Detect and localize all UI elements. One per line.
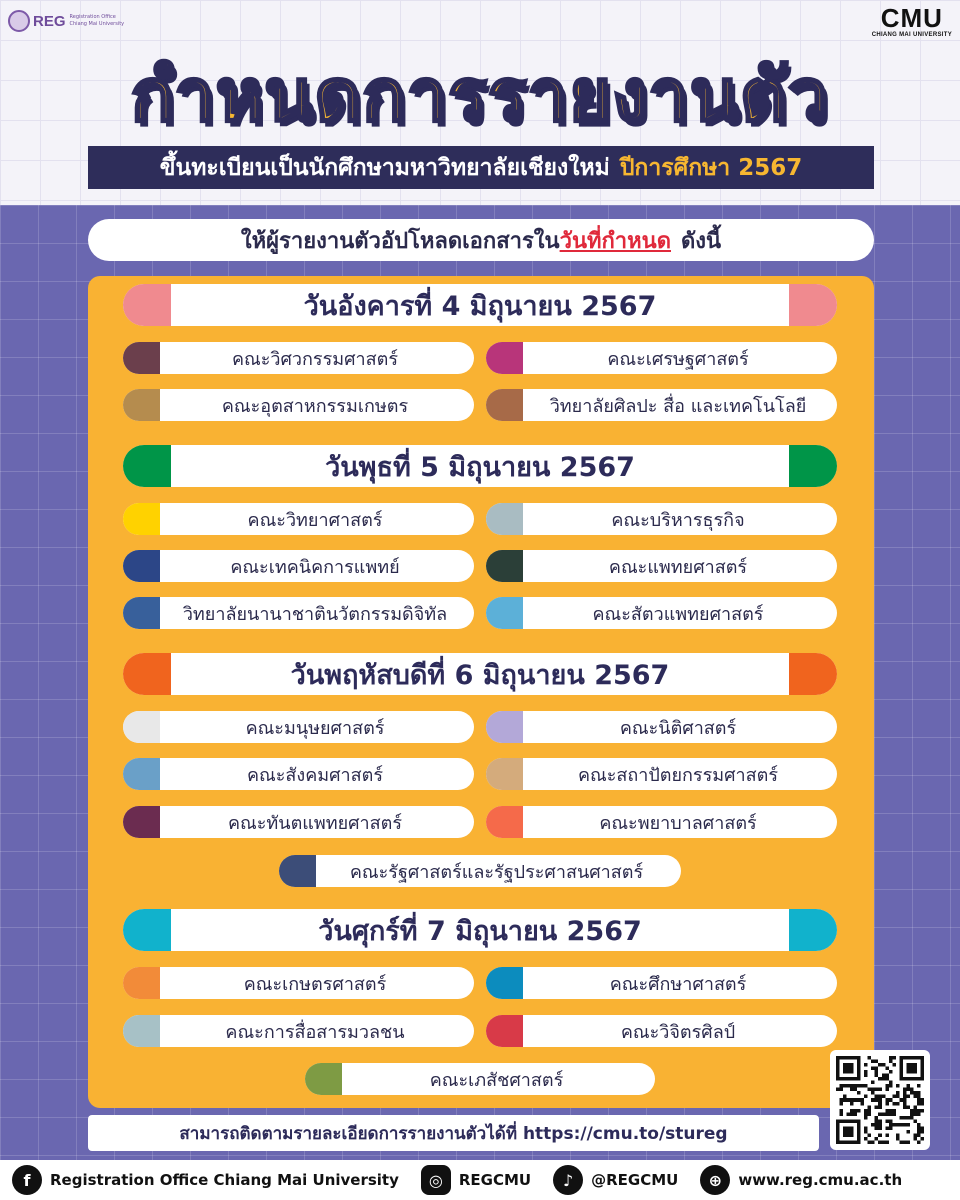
faculty-item — [486, 550, 837, 582]
faculty-item — [486, 711, 837, 743]
page-title: กำหนดการรายงานตัว — [130, 53, 830, 137]
day-header-label: วันพุธที่ 5 มิถุนายน 2567 — [325, 451, 635, 483]
faculty-item — [486, 342, 837, 374]
instruction-highlight: วันที่กำหนด — [559, 228, 671, 254]
faculty-name: คณะสังคมศาสตร์ — [247, 764, 383, 786]
faculty-color-swatch — [486, 550, 523, 582]
faculty-color-swatch — [305, 1063, 342, 1095]
footer — [0, 1160, 960, 1200]
faculty-item — [123, 550, 474, 582]
faculty-item — [123, 597, 474, 629]
faculty-name: คณะวิทยาศาสตร์ — [247, 509, 383, 531]
tiktok-label: @REGCMU — [591, 1171, 679, 1189]
day-header — [123, 445, 837, 487]
subtitle-main: ขึ้นทะเบียนเป็นนักศึกษามหาวิทยาลัยเชียงใหม่ — [159, 154, 610, 181]
faculty-color-swatch — [486, 503, 523, 535]
day-header-cap-right — [789, 445, 837, 487]
faculty-name: คณะสถาปัตยกรรมศาสตร์ — [577, 764, 779, 786]
faculty-item — [123, 967, 474, 999]
faculty-color-swatch — [123, 503, 160, 535]
footer-instagram[interactable] — [421, 1165, 531, 1195]
faculty-item — [486, 1015, 837, 1047]
faculty-color-swatch — [123, 1015, 160, 1047]
faculty-name: คณะสัตวแพทยศาสตร์ — [592, 603, 764, 625]
faculty-item — [123, 503, 474, 535]
day-header-cap-left — [123, 653, 171, 695]
instruction-prefix: ให้ผู้รายงานตัวอัปโหลดเอกสารใน — [240, 228, 560, 254]
details-link[interactable]: สามารถติดตามรายละเอียดการรายงานตัวได้ที่ https://cmu.to/stureg — [88, 1115, 819, 1151]
faculty-color-swatch — [123, 758, 160, 790]
faculty-item — [279, 855, 681, 887]
faculty-name: คณะเกษตรศาสตร์ — [243, 973, 387, 995]
faculty-item — [486, 806, 837, 838]
globe-icon: ⊕ — [700, 1165, 730, 1195]
faculty-item — [305, 1063, 655, 1095]
faculty-name: คณะแพทยศาสตร์ — [608, 556, 748, 578]
cmu-logo — [872, 4, 952, 38]
website-label: www.reg.cmu.ac.th — [738, 1171, 903, 1189]
faculty-color-swatch — [486, 711, 523, 743]
faculty-name: คณะการสื่อสารมวลชน — [225, 1021, 405, 1043]
faculty-name: คณะเภสัชศาสตร์ — [429, 1069, 564, 1091]
faculty-item — [123, 342, 474, 374]
faculty-color-swatch — [123, 597, 160, 629]
day-header-cap-left — [123, 284, 171, 326]
day-header — [123, 284, 837, 326]
qr-code-icon — [836, 1056, 924, 1144]
day-header-cap-right — [789, 284, 837, 326]
faculty-name: วิทยาลัยศิลปะ สื่อ และเทคโนโลยี — [549, 395, 807, 417]
day-header-cap-right — [789, 653, 837, 695]
footer-tiktok[interactable] — [553, 1165, 678, 1195]
faculty-color-swatch — [486, 806, 523, 838]
faculty-name: วิทยาลัยนานาชาตินวัตกรรมดิจิทัล — [182, 603, 448, 625]
faculty-name: คณะรัฐศาสตร์และรัฐประศาสนศาสตร์ — [349, 861, 644, 883]
faculty-color-swatch — [279, 855, 316, 887]
university-seal-icon — [8, 10, 30, 32]
faculty-item — [486, 597, 837, 629]
faculty-name: คณะอุตสาหกรรมเกษตร — [221, 395, 409, 417]
day-header-cap-right — [789, 909, 837, 951]
day-header-cap-left — [123, 445, 171, 487]
footer-facebook[interactable] — [12, 1165, 399, 1195]
faculty-name: คณะเทคนิคการแพทย์ — [230, 556, 400, 578]
faculty-name: คณะนิติศาสตร์ — [619, 717, 737, 739]
day-header-cap-left — [123, 909, 171, 951]
faculty-color-swatch — [486, 342, 523, 374]
faculty-item — [486, 758, 837, 790]
facebook-label: Registration Office Chiang Mai University — [50, 1171, 399, 1189]
faculty-color-swatch — [486, 758, 523, 790]
faculty-color-swatch — [123, 967, 160, 999]
faculty-name: คณะวิศวกรรมศาสตร์ — [231, 348, 399, 370]
day-header-label: วันศุกร์ที่ 7 มิถุนายน 2567 — [318, 915, 642, 947]
faculty-color-swatch — [486, 597, 523, 629]
page-subtitle — [88, 146, 874, 189]
footer-website[interactable] — [700, 1165, 902, 1195]
day-header-label: วันอังคารที่ 4 มิถุนายน 2567 — [303, 290, 657, 322]
reg-logo-sub-line1: Registration Office — [69, 14, 116, 20]
faculty-name: คณะมนุษยศาสตร์ — [245, 717, 385, 739]
faculty-name: คณะบริหารธุรกิจ — [611, 509, 745, 531]
faculty-item — [123, 1015, 474, 1047]
cmu-logo-subtitle: CHIANG MAI UNIVERSITY — [871, 32, 952, 38]
faculty-item — [486, 967, 837, 999]
faculty-item — [486, 389, 837, 421]
day-header — [123, 909, 837, 951]
faculty-name: คณะพยาบาลศาสตร์ — [599, 812, 757, 834]
faculty-name: คณะศึกษาศาสตร์ — [609, 973, 747, 995]
instruction-suffix: ดังนี้ — [681, 228, 722, 254]
facebook-icon: f — [12, 1165, 42, 1195]
faculty-color-swatch — [486, 1015, 523, 1047]
reg-logo-name: REG — [33, 12, 66, 30]
faculty-color-swatch — [123, 711, 160, 743]
faculty-color-swatch — [486, 967, 523, 999]
faculty-item — [123, 711, 474, 743]
faculty-item — [123, 389, 474, 421]
cmu-logo-text: CMU — [880, 3, 943, 33]
instagram-icon: ◎ — [421, 1165, 451, 1195]
day-header — [123, 653, 837, 695]
instagram-label: REGCMU — [458, 1171, 532, 1189]
faculty-color-swatch — [123, 342, 160, 374]
faculty-name: คณะทันตแพทยศาสตร์ — [227, 812, 403, 834]
qr-code[interactable] — [830, 1050, 930, 1150]
day-header-label: วันพฤหัสบดีที่ 6 มิถุนายน 2567 — [290, 659, 670, 691]
reg-logo — [8, 10, 124, 32]
faculty-color-swatch — [123, 550, 160, 582]
faculty-name: คณะวิจิตรศิลป์ — [620, 1021, 736, 1043]
faculty-color-swatch — [123, 389, 160, 421]
faculty-item — [486, 503, 837, 535]
faculty-color-swatch — [486, 389, 523, 421]
reg-logo-sub-line2: Chiang Mai University — [69, 21, 125, 27]
faculty-color-swatch — [123, 806, 160, 838]
tiktok-icon: ♪ — [553, 1165, 583, 1195]
reg-logo-subtitle — [70, 14, 125, 28]
instruction-banner — [88, 219, 874, 261]
faculty-item — [123, 806, 474, 838]
subtitle-year: ปีการศึกษา 2567 — [619, 154, 803, 181]
faculty-name: คณะเศรษฐศาสตร์ — [607, 348, 749, 370]
faculty-item — [123, 758, 474, 790]
